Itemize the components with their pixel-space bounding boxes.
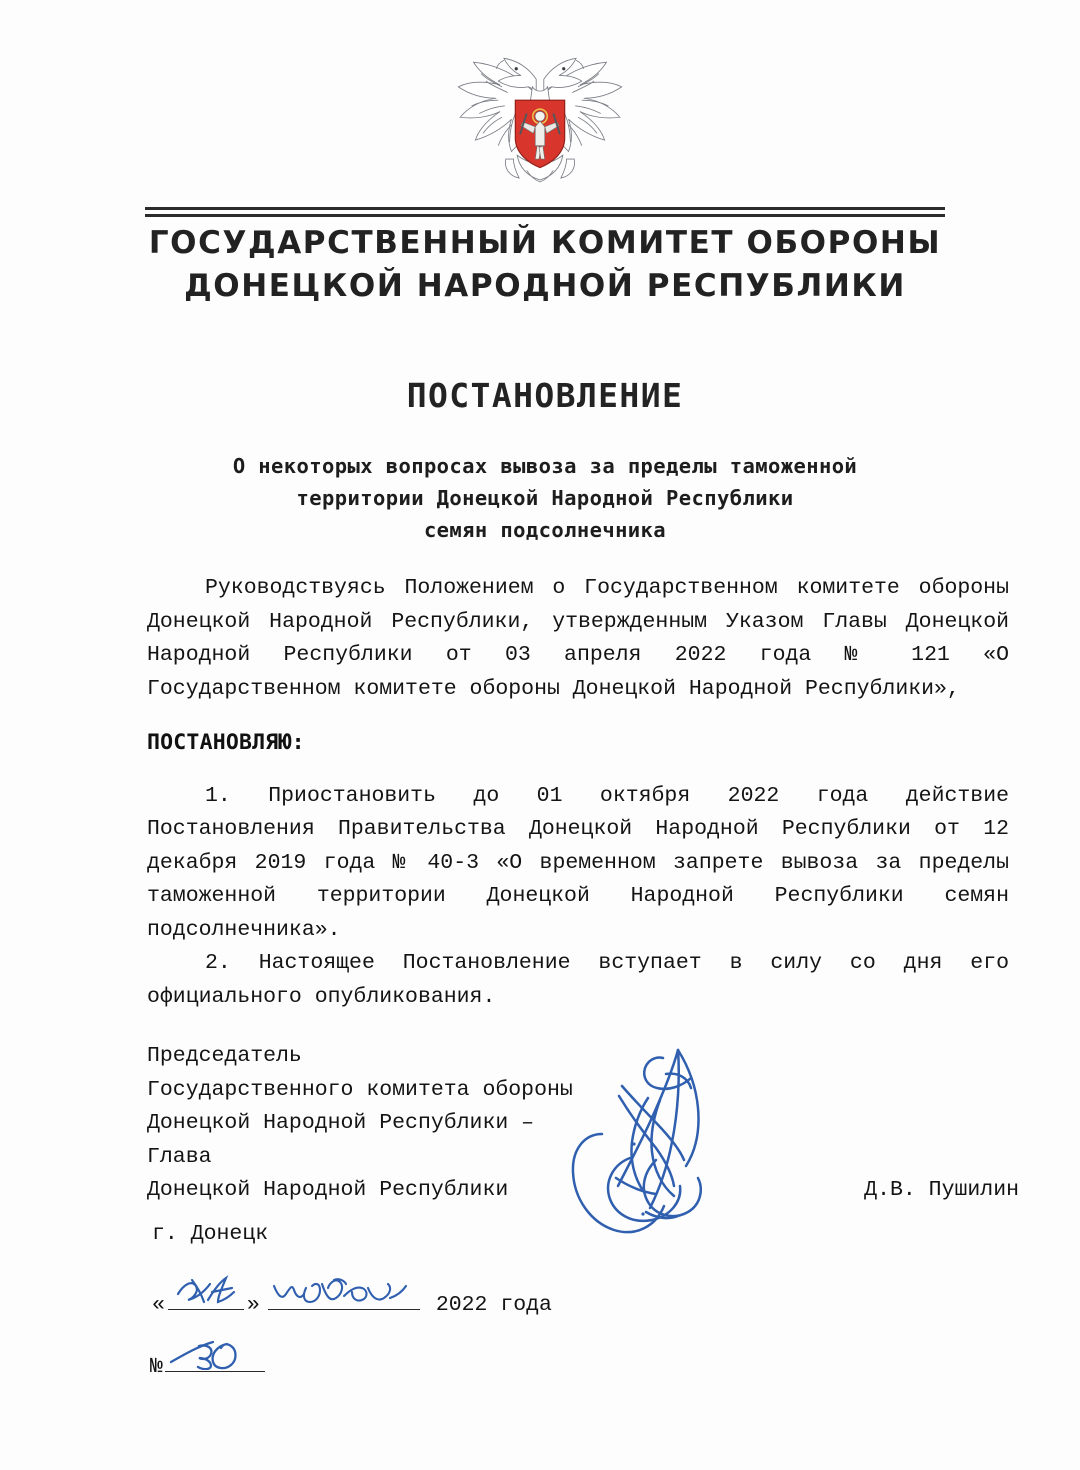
document-subject — [145, 450, 945, 546]
organization-line-2: ДОНЕЦКОЙ НАРОДНОЙ РЕСПУБЛИКИ — [184, 268, 906, 304]
decree-keyword: ПОСТАНОВЛЯЮ: — [147, 730, 305, 755]
signatory-title-line-3: Донецкой Народной Республики – — [147, 1111, 535, 1135]
emblem-container — [0, 30, 1080, 200]
day-field[interactable] — [168, 1283, 244, 1310]
signatory-title-line-4: Глава — [147, 1144, 212, 1169]
subject-line-3: семян подсолнечника — [423, 518, 667, 542]
day-handwritten — [168, 1274, 244, 1315]
body-spacer — [147, 760, 1009, 780]
divider-line-bottom — [145, 214, 945, 217]
document-number-line — [150, 1345, 265, 1379]
clause-item-2: 2. Настоящее Постановление вступает в силу со дня его официального опубликования. — [147, 951, 1009, 1009]
signer-name: Д.В. Пушилин — [864, 1178, 1019, 1202]
organization-header — [145, 222, 945, 308]
organization-line-1: ГОСУДАРСТВЕННЫЙ КОМИТЕТ ОБОРОНЫ — [148, 225, 942, 261]
subject-line-1: О некоторых вопросах вывоза за пределы таможенной — [232, 454, 858, 478]
preamble-paragraph: Руководствуясь Положением о Государственном комитете обороны Донецкой Народной Республики, утвержденным Указом Главы Донецкой Народной Республики от 03 апреля 2022 года № 121 «О Государственном комитете обороны Донецкой Народной Республики», — [147, 576, 1009, 701]
month-handwritten — [268, 1274, 420, 1315]
signature-block — [147, 1040, 1027, 1208]
number-field[interactable] — [165, 1345, 265, 1372]
quote-open: « — [152, 1293, 165, 1317]
clause-item-1: 1. Приостановить до 01 октября 2022 года действие Постановления Правительства Донецкой Народной Республики от 12 декабря 2019 года № 40-3 «О временном запрете вывоза за пределы таможенной территории Донецкой Народной Республики семян подсолнечника». — [147, 783, 1009, 942]
quote-close: » — [246, 1293, 260, 1317]
signatory-title — [147, 1040, 1027, 1208]
signatory-title-line-2: Государственного комитета обороны — [147, 1077, 573, 1102]
document-body — [147, 572, 1009, 1014]
body-spacer — [147, 706, 1009, 726]
signatory-title-line-1: Председатель — [147, 1044, 302, 1068]
number-symbol: № — [150, 1355, 163, 1379]
subject-line-2: территории Донецкой Народной Республики — [296, 486, 794, 510]
coat-of-arms-icon — [445, 30, 635, 195]
signatory-title-line-5: Донецкой Народной Республики — [147, 1178, 509, 1202]
date-line — [152, 1283, 552, 1317]
city-label: г. Донецк — [152, 1222, 269, 1246]
document-type-title: ПОСТАНОВЛЕНИЕ — [406, 376, 684, 415]
number-handwritten — [165, 1336, 265, 1377]
header-divider — [145, 207, 945, 217]
year-label: 2022 года — [435, 1293, 552, 1317]
month-field[interactable] — [268, 1283, 420, 1310]
